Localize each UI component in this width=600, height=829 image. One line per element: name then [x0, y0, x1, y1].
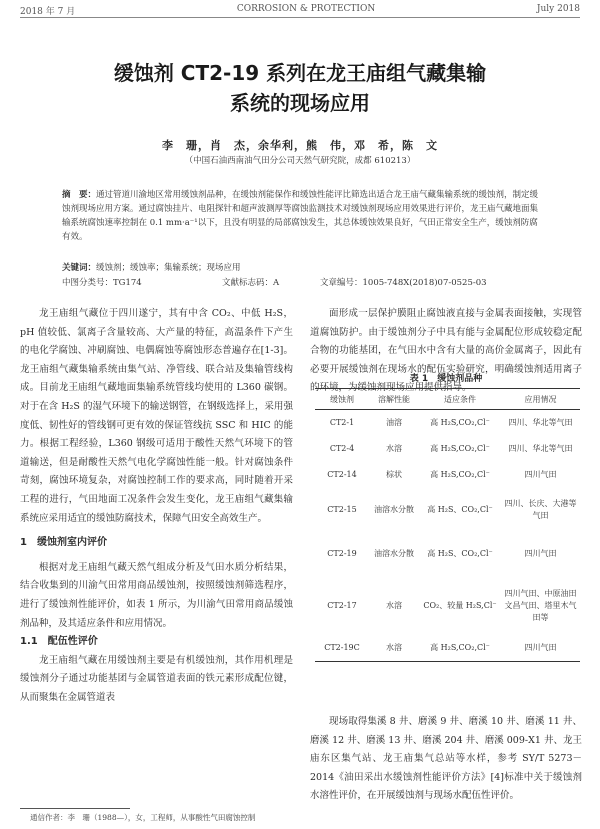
footnote: 通信作者：李 珊（1988—），女，工程师，从事酸性气田腐蚀控制 [30, 813, 256, 822]
table-cell: 油溶水分散 [374, 504, 414, 514]
table-cell: 水溶 [386, 443, 402, 453]
abstract [62, 188, 545, 244]
table-cell: 高 H₂S,CO₂,Cl⁻ [419, 636, 501, 662]
table-cell: 四川气田、中原油田文昌气田、塔里木气田等 [504, 588, 577, 622]
table-cell: 水溶 [369, 636, 419, 662]
affiliation: （中国石油西南油气田分公司天然气研究院，成都 610213） [184, 156, 416, 166]
table-header-cell: 应用情况 [501, 389, 580, 410]
table-cell: CT2-15 [327, 504, 357, 514]
table-row [315, 576, 580, 636]
table-row [315, 532, 580, 576]
table-cell: 油溶 [386, 417, 402, 427]
table-header-cell: 缓蚀剂 [315, 389, 369, 410]
table-caption: 表 1 缓蚀剂品种 [409, 374, 483, 384]
table-cell: 高 H₂S,CO₂,Cl⁻ [430, 443, 490, 453]
header-journal: CORROSION & PROTECTION [236, 4, 376, 14]
table-cell: 高 H₂S、CO₂,Cl⁻ [427, 504, 493, 514]
table-cell: 四川气田 [524, 469, 557, 479]
table-cell: 高 H₂S,CO₂,Cl⁻ [430, 417, 490, 427]
table-row [315, 636, 580, 662]
table-cell: CT2-14 [327, 469, 357, 479]
intro-paragraph: 龙王庙组气藏位于四川遂宁，其有中含 CO₂、中低 H₂S，pH 值较低、氯离子含量较高、大产量的特征，高温条件下产生的电化学腐蚀、冲刷腐蚀、电偶腐蚀等腐蚀形态普遍存在[1-3]。龙王庙组气藏集输系统由集气站、净管线、联合站及集输管线构成。目前龙王庙组气藏地面集输系统管线均使用的 L360 碳钢。对于在含 H₂S 的湿气环境下的输送钢管，在钢级选择上，采用强度低、韧性好的管线钢可更有效的保证管线抗 SSC 和 HIC 的能力。根据工程经验，L360 钢级可适用于酸性天然气环境下的管道输送，但是耐酸性天然气电化学腐蚀性能一般。针对腐蚀条件苛刻，腐蚀环境复杂，对腐蚀控制工作的要求高，同时随着开采工程的进行，气田地面工况条件会发生变化，龙王庙组气藏集输系统应采用适宜的缓蚀防腐技术，保障气田安全高效生产。 [20, 308, 293, 524]
table-cell: CT2-19C [315, 636, 369, 662]
table-row [315, 410, 580, 436]
clc-number: 中图分类号：TG174 [62, 278, 142, 288]
table-cell: 四川、长庆、大港等气田 [504, 498, 577, 520]
right-paragraph-bottom: 现场取得集溪 8 井、磨溪 9 井、磨溪 10 井、磨溪 11 井、磨溪 12 井、磨溪 13 井、磨溪 204 井、磨溪 009-X1 井、龙王庙东区集气站、龙王庙集气总站等水样，参考 SY/T 5273－2014《油田采出水缓蚀剂性能评价方法》[4]标准中关于缓蚀剂水溶性评价，在开展缓蚀剂与现场水配伍性评价。 [310, 716, 582, 802]
table-cell: 高 H₂S、CO₂,Cl⁻ [427, 548, 493, 558]
document-code: 文献标志码：A [222, 278, 280, 288]
header-date-en: July 2018 [536, 4, 580, 14]
right-column-top [310, 305, 582, 398]
keywords-text: 缓蚀剂；缓蚀率；集输系统；现场应用 [96, 263, 241, 273]
author-list: 李 珊，肖 杰，余华利，熊 伟，邓 希，陈 文 [162, 139, 438, 152]
table-cell: CT2-1 [329, 417, 355, 427]
section-1-paragraph: 根据对龙王庙组气藏天然气组成分析及气田水质分析结果，结合收集到的川渝气田常用商品缓蚀剂，按照缓蚀剂筛选程序，进行了缓蚀剂性能评价，如表 1 所示，为川渝气田常用商品缓蚀剂品种，及其适应条件和应用情况。 [20, 561, 293, 629]
table-cell: 油溶水分散 [374, 548, 414, 558]
table-cell: 四川气田 [501, 636, 580, 662]
table-header-cell: 溶解性能 [369, 389, 419, 410]
section-1-1-paragraph: 龙王庙组气藏在用缓蚀剂主要是有机缓蚀剂，其作用机理是缓蚀剂分子通过功能基团与金属管道表面的铁元素形成配位键，从而聚集在金属管道表 [20, 654, 293, 703]
running-header [20, 4, 580, 18]
table-row [315, 462, 580, 488]
footnote-rule [20, 808, 130, 809]
table-cell: CT2-4 [329, 443, 355, 453]
table-cell: 棕状 [386, 469, 402, 479]
header-rule [20, 17, 580, 18]
section-1-1-heading: 1.1 配伍性评价 [20, 636, 98, 648]
header-date: 2018 年 7 月 [20, 7, 76, 17]
table-row [315, 436, 580, 462]
table-cell: 四川气田 [524, 548, 557, 558]
keywords [62, 261, 545, 273]
table-row [315, 488, 580, 532]
table-cell: CT2-17 [327, 600, 357, 610]
left-column [20, 305, 293, 707]
right-paragraph-top: 面形成一层保护膜阻止腐蚀液直接与金属表面接触，实现管道腐蚀防护。由于缓蚀剂分子中具有能与金属配位形成较稳定配合物的功能基团，在气田水中含有大量的高价金属离子，因此有必要开展缓蚀剂在现场水的配伍实验研究，明确缓蚀剂适用离子的环境，为缓蚀剂现场应用提供指导。 [310, 308, 582, 394]
abstract-text: 通过管道川渝地区常用缓蚀剂品种，在缓蚀剂能保作和缓蚀性能评比筛选出适合龙王庙气藏集输系统的缓蚀剂，制定缓蚀剂现场应用方案。通过腐蚀挂片、电阻探针和超声波测厚等腐蚀监测技术对缓蚀剂现场应用效果进行评价，龙王庙气藏地面集输系统腐蚀速率控制在 0.1 mm·a⁻¹以下，且没有明显的局部腐蚀发生，其总体缓蚀效果良好，气田正常安全生产，缓蚀剂防腐有效。 [62, 190, 539, 242]
table-cell: CT2-19 [327, 548, 357, 558]
inhibitor-table [315, 388, 580, 662]
table-header-row [315, 389, 580, 410]
table-cell: 水溶 [386, 600, 402, 610]
section-1-heading: 1 缓蚀剂室内评价 [20, 537, 107, 549]
title-line-1: 缓蚀剂 CT2-19 系列在龙王庙组气藏集输 [113, 61, 487, 85]
table-cell: 四川、华北等气田 [508, 443, 573, 453]
paper-title [40, 58, 560, 118]
right-column-bottom [310, 713, 582, 806]
table-cell: 高 H₂S,CO₂,Cl⁻ [430, 469, 490, 479]
article-number: 文章编号：1005-748X(2018)07-0525-03 [320, 278, 487, 288]
table-header-cell: 适应条件 [419, 389, 501, 410]
abstract-label: 摘 要： [62, 190, 97, 200]
table-cell: 四川、华北等气田 [508, 417, 573, 427]
table-cell: CO₂、较量 H₂S,Cl⁻ [423, 600, 497, 610]
title-line-2: 系统的现场应用 [230, 91, 370, 115]
keywords-label: 关键词： [62, 263, 97, 273]
